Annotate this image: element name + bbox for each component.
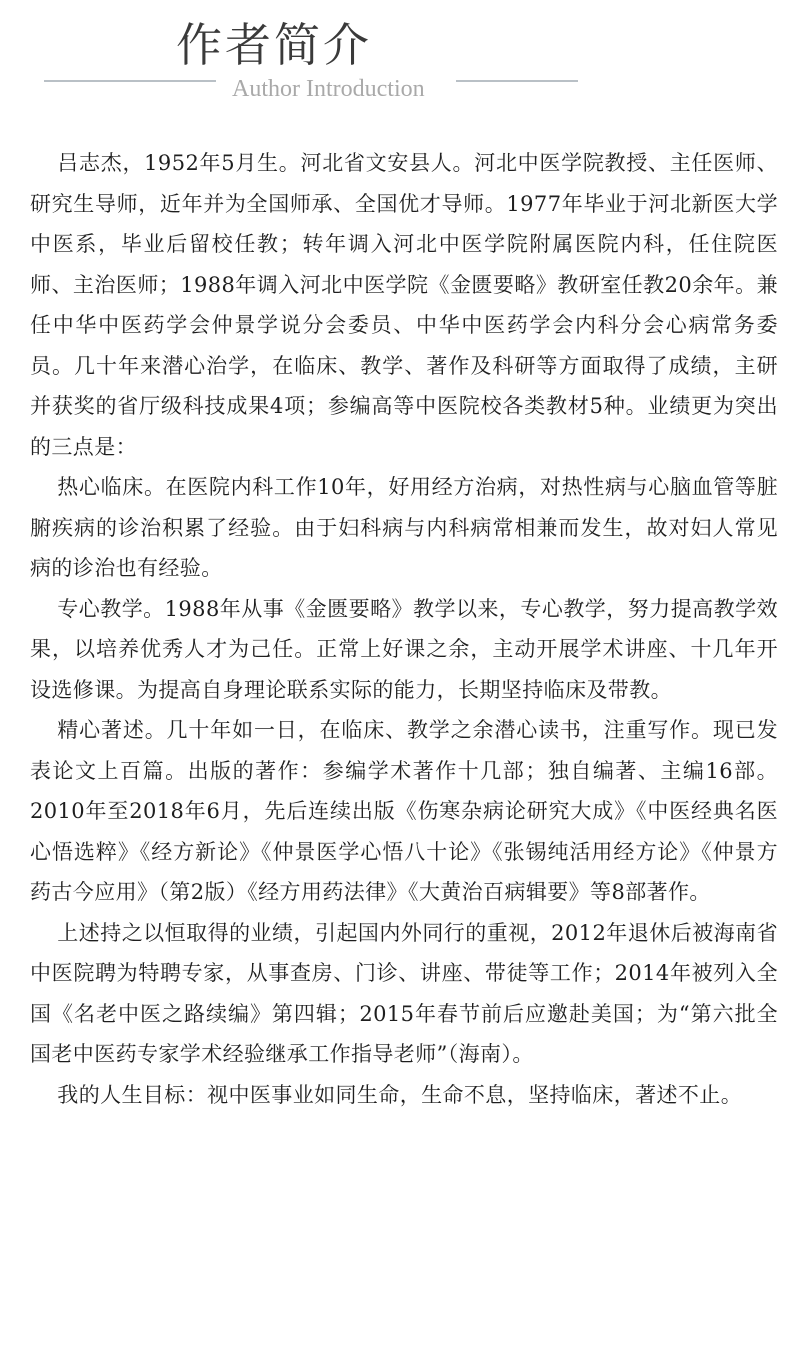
paragraph-intro: 吕志杰，1952年5月生。河北省文安县人。河北中医学院教授、主任医师、研究生导师，近年并为全国师承、全国优才导师。1977年毕业于河北新医大学中医系，毕业后留校任教；转年调入河北中医学院附属医院内科，任住院医师、主治医师；1988年调入河北中医学院《金匮要略》教研室任教20余年。兼任中华中医药学会仲景学说分会委员、中华中医药学会内科分会心病常务委员。几十年来潜心治学，在临床、教学、著作及科研等方面取得了成绩，主研并获奖的省厅级科技成果4项；参编高等中医院校各类教材5种。业绩更为突出的三点是：	[30, 151, 778, 459]
page-subtitle: Author Introduction	[232, 76, 425, 102]
paragraph-clinical: 热心临床。在医院内科工作10年，好用经方治病，对热性病与心脑血管等脏腑疾病的诊治积累了经验。由于妇科病与内科病常相兼而发生，故对妇人常见病的诊治也有经验。	[30, 475, 778, 580]
paragraph-life-goal: 我的人生目标：视中医事业如同生命，生命不息，坚持临床，著述不止。	[57, 1082, 743, 1107]
section-header	[0, 0, 802, 120]
paragraph-recognition: 上述持之以恒取得的业绩，引起国内外同行的重视，2012年退休后被海南省中医院聘为特聘专家，从事查房、门诊、讲座、带徒等工作；2014年被列入全国《名老中医之路续编》第四辑；2015年春节前后应邀赴美国；为“第六批全国老中医药专家学术经验继承工作指导老师”（海南）。	[30, 920, 778, 1066]
header-divider-left	[44, 80, 216, 82]
paragraph-teaching: 专心教学。1988年从事《金匮要略》教学以来，专心教学，努力提高教学效果，以培养优秀人才为己任。正常上好课之余，主动开展学术讲座、十几年开设选修课。为提高自身理论联系实际的能力，长期坚持临床及带教。	[30, 596, 778, 702]
biography-body	[30, 143, 778, 1115]
header-divider-right	[456, 80, 578, 82]
page-title: 作者简介	[176, 18, 372, 72]
paragraph-writing: 精心著述。几十年如一日，在临床、教学之余潜心读书，注重写作。现已发表论文上百篇。出版的著作：参编学术著作十几部；独自编著、主编16部。2010年至2018年6月，先后连续出版《伤寒杂病论研究大成》《中医经典名医心悟选粹》《经方新论》《仲景医学心悟八十论》《张锡纯活用经方论》《仲景方药古今应用》（第2版）《经方用药法律》《大黄治百病辑要》等8部著作。	[30, 718, 778, 904]
